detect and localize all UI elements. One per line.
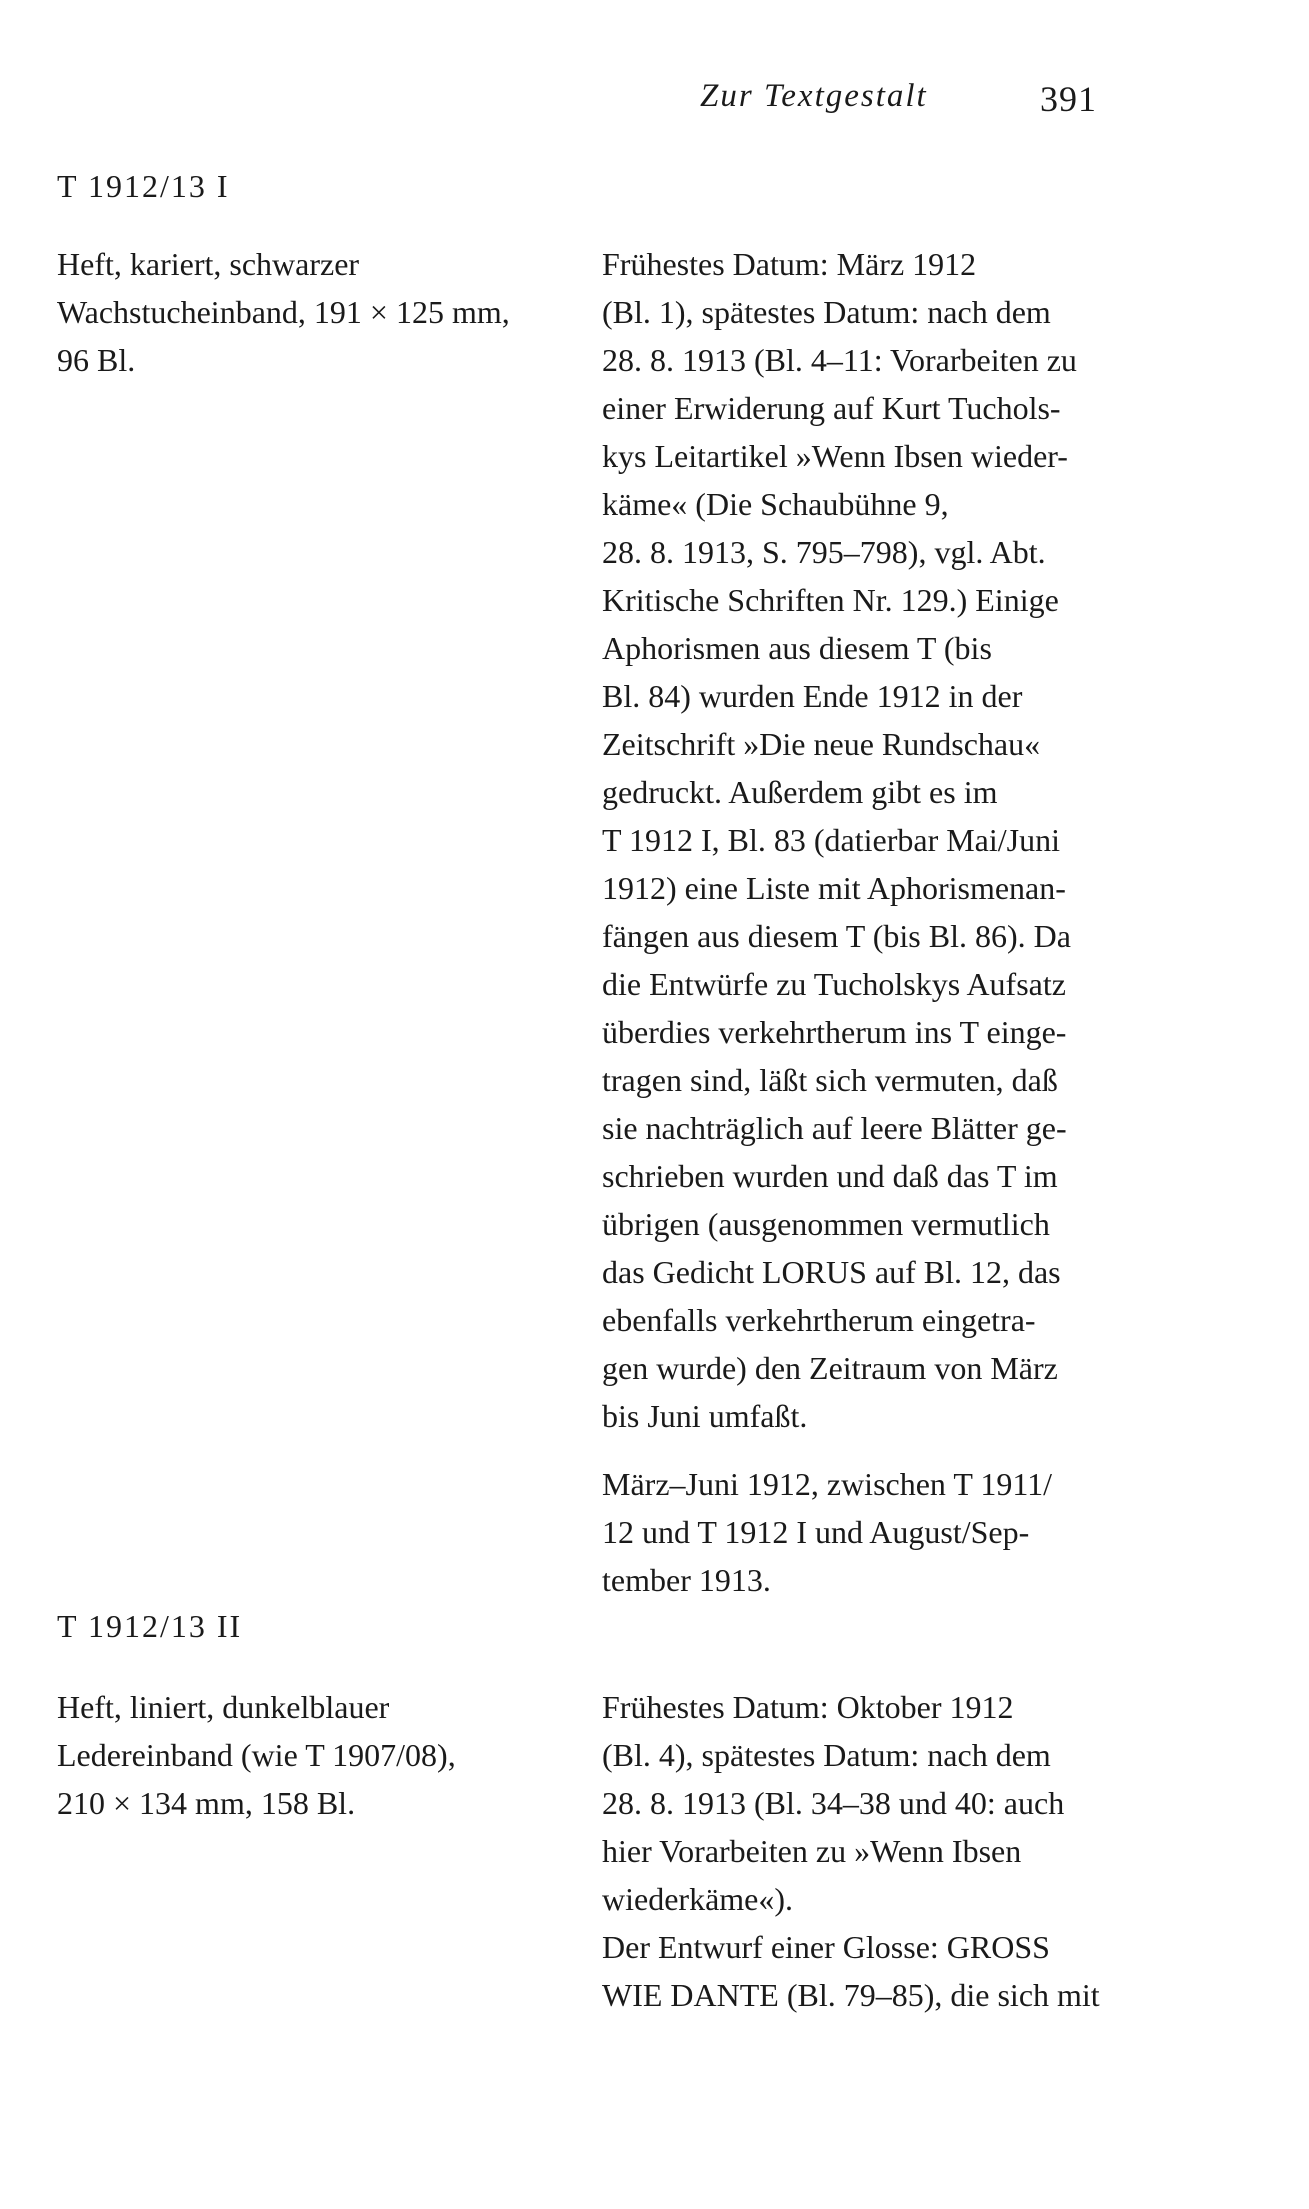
entry-signature: T 1912/13 I xyxy=(57,168,230,204)
text-line: 210 × 134 mm, 158 Bl. xyxy=(57,1785,356,1821)
text-line: Der Entwurf einer Glosse: GROSS xyxy=(602,1929,1050,1965)
running-head-title: Zur Textgestalt xyxy=(700,78,928,114)
entry-dating-note xyxy=(602,1683,1162,2019)
text-line: schrieben wurden und daß das T im xyxy=(602,1158,1058,1194)
text-line: Wachstucheinband, 191 × 125 mm, xyxy=(57,294,510,330)
text-line: (Bl. 1), spätestes Datum: nach dem xyxy=(602,294,1051,330)
text-line: käme« (Die Schaubühne 9, xyxy=(602,486,949,522)
text-line: tragen sind, läßt sich vermuten, daß xyxy=(602,1062,1058,1098)
text-line: 12 und T 1912 I und August/Sep- xyxy=(602,1514,1030,1550)
text-line: gen wurde) den Zeitraum von März xyxy=(602,1350,1058,1386)
text-line: 1912) eine Liste mit Aphorismenan- xyxy=(602,870,1066,906)
text-line: Heft, kariert, schwarzer xyxy=(57,246,360,282)
text-line: Aphorismen aus diesem T (bis xyxy=(602,630,992,666)
entry-dating-note xyxy=(602,240,1162,1440)
text-line: Heft, liniert, dunkelblauer xyxy=(57,1689,390,1725)
text-line: bis Juni umfaßt. xyxy=(602,1398,808,1434)
text-line: 28. 8. 1913, S. 795–798), vgl. Abt. xyxy=(602,534,1046,570)
text-line: Bl. 84) wurden Ende 1912 in der xyxy=(602,678,1023,714)
text-line: übrigen (ausgenommen vermutlich xyxy=(602,1206,1050,1242)
text-line: März–Juni 1912, zwischen T 1911/ xyxy=(602,1466,1053,1502)
text-line: die Entwürfe zu Tucholskys Aufsatz xyxy=(602,966,1066,1002)
text-line: 96 Bl. xyxy=(57,342,136,378)
entry-period-note xyxy=(602,1460,1162,1604)
text-line: überdies verkehrtherum ins T einge- xyxy=(602,1014,1067,1050)
text-line: Frühestes Datum: März 1912 xyxy=(602,246,977,282)
text-line: wiederkäme«). xyxy=(602,1881,794,1917)
text-line: Kritische Schriften Nr. 129.) Einige xyxy=(602,582,1059,618)
text-line: einer Erwiderung auf Kurt Tuchols- xyxy=(602,390,1061,426)
text-line: Zeitschrift »Die neue Rundschau« xyxy=(602,726,1041,762)
entry-description xyxy=(57,240,577,384)
text-line: fängen aus diesem T (bis Bl. 86). Da xyxy=(602,918,1071,954)
page-number: 391 xyxy=(1040,79,1097,119)
text-line: sie nachträglich auf leere Blätter ge- xyxy=(602,1110,1067,1146)
text-line: T 1912 I, Bl. 83 (datierbar Mai/Juni xyxy=(602,822,1060,858)
text-line: 28. 8. 1913 (Bl. 34–38 und 40: auch xyxy=(602,1785,1065,1821)
text-line: hier Vorarbeiten zu »Wenn Ibsen xyxy=(602,1833,1022,1869)
text-line: 28. 8. 1913 (Bl. 4–11: Vorarbeiten zu xyxy=(602,342,1077,378)
text-line: kys Leitartikel »Wenn Ibsen wieder- xyxy=(602,438,1068,474)
entry-signature: T 1912/13 II xyxy=(57,1608,243,1644)
text-line: (Bl. 4), spätestes Datum: nach dem xyxy=(602,1737,1051,1773)
text-line: das Gedicht LORUS auf Bl. 12, das xyxy=(602,1254,1061,1290)
text-line: tember 1913. xyxy=(602,1562,771,1598)
text-line: ebenfalls verkehrtherum eingetra- xyxy=(602,1302,1036,1338)
text-line: gedruckt. Außerdem gibt es im xyxy=(602,774,998,810)
entry-description xyxy=(57,1683,577,1827)
text-line: Frühestes Datum: Oktober 1912 xyxy=(602,1689,1014,1725)
text-line: Ledereinband (wie T 1907/08), xyxy=(57,1737,456,1773)
text-line: WIE DANTE (Bl. 79–85), die sich mit xyxy=(602,1977,1100,2013)
